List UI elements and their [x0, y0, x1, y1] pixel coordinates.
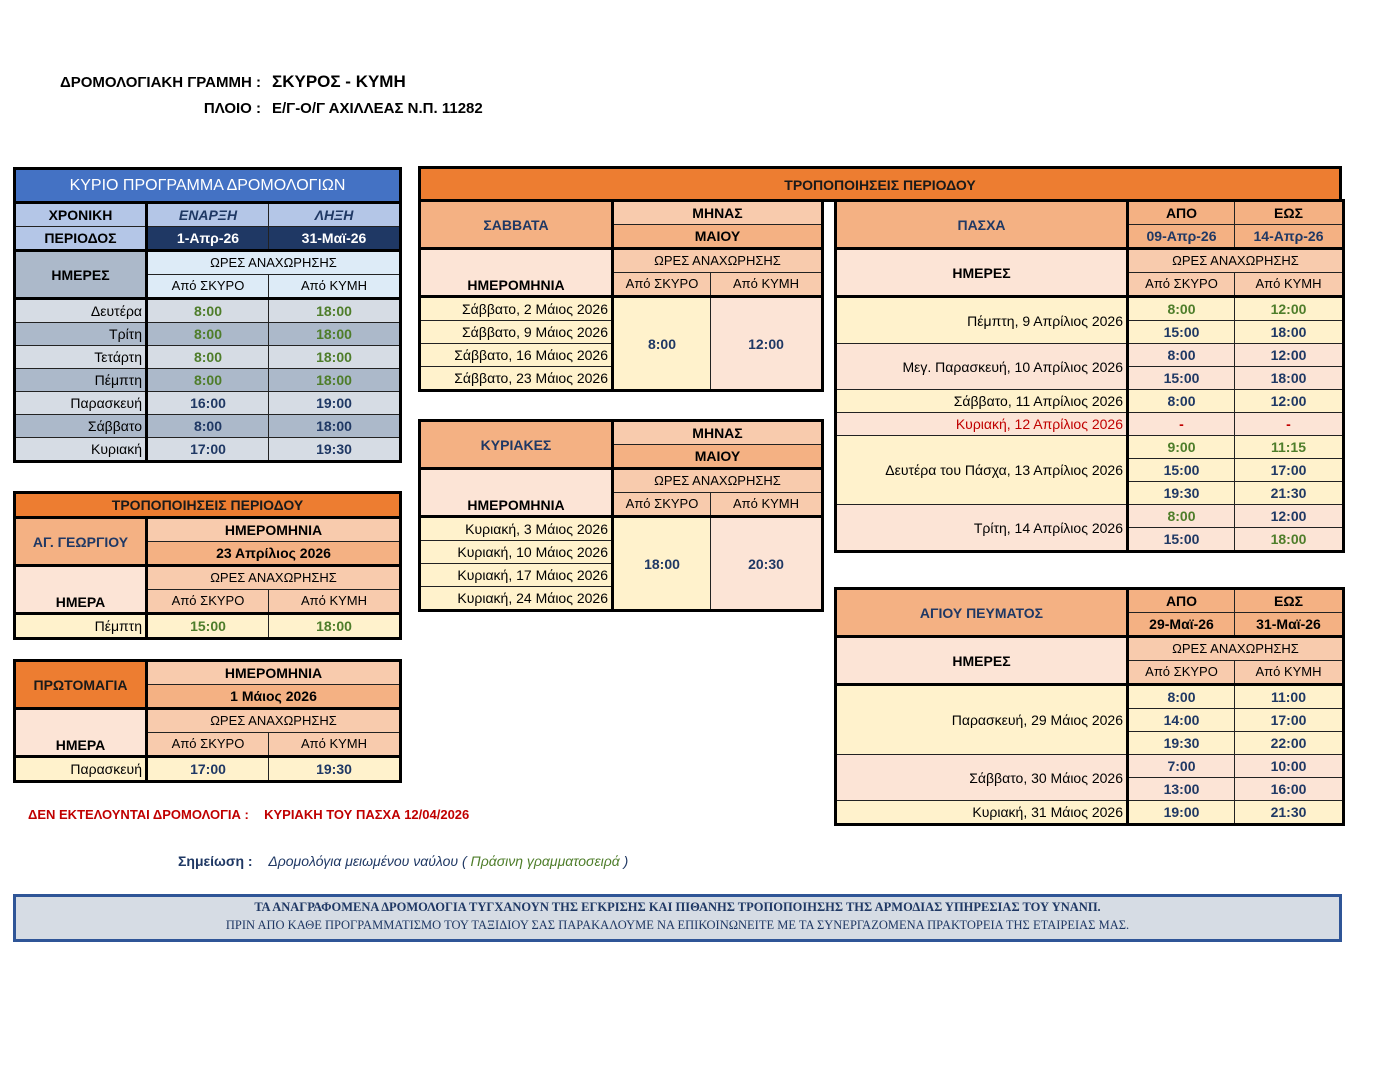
pentecost-day-sat: Σάββατο, 30 Μάιος 2026	[836, 755, 1128, 801]
saturday-date: Σάββατο, 9 Μάιος 2026	[420, 321, 613, 344]
time-cell: 12:00	[1235, 297, 1344, 321]
mayday-day: Παρασκευή	[15, 757, 147, 782]
time-cell: 9:00	[1128, 436, 1235, 459]
time-cell: 16:00	[1235, 778, 1344, 801]
sundays-from-skyros: Από ΣΚΥΡΟ	[613, 493, 711, 517]
time-cell: 7:00	[1128, 755, 1235, 778]
time-cell: 18:00	[269, 323, 401, 346]
easter-day-tue: Τρίτη, 14 Απρίλιος 2026	[836, 505, 1128, 552]
time-cell: 12:00	[1235, 390, 1344, 413]
saturday-date: Σάββατο, 23 Μάιος 2026	[420, 367, 613, 391]
pentecost-to-label: ΕΩΣ	[1235, 589, 1344, 613]
easter-from-date: 09-Απρ-26	[1128, 225, 1235, 249]
notice-box	[13, 894, 1342, 942]
time-cell: -	[1128, 413, 1235, 436]
time-cell: 21:30	[1235, 801, 1344, 825]
time-cell: 8:00	[147, 346, 269, 369]
time-cell: 8:00	[1128, 390, 1235, 413]
day-cell: Δευτέρα	[15, 299, 147, 323]
easter-to-date: 14-Απρ-26	[1235, 225, 1344, 249]
easter-from-skyros: Από ΣΚΥΡΟ	[1128, 273, 1235, 297]
time-cell: 19:30	[1128, 732, 1235, 755]
time-cell: 19:00	[269, 392, 401, 415]
day-cell: Κυριακή	[15, 438, 147, 462]
sunday-date: Κυριακή, 17 Μάιος 2026	[420, 564, 613, 587]
time-cell: 18:00	[269, 369, 401, 392]
mods-title: ΤΡΟΠΟΠΟΙΗΣΕΙΣ ΠΕΡΙΟΔΟΥ	[418, 166, 1342, 202]
pentecost-table	[834, 587, 1345, 826]
pentecost-departures: ΩΡΕΣ ΑΝΑΧΩΡΗΣΗΣ	[1128, 637, 1344, 661]
mayday-day-label: ΗΜΕΡΑ	[15, 709, 147, 757]
sunday-date: Κυριακή, 3 Μάιος 2026	[420, 517, 613, 541]
time-cell: 13:00	[1128, 778, 1235, 801]
main-schedule-table	[13, 167, 402, 463]
george-day: Πέμπτη	[15, 614, 147, 639]
easter-name: ΠΑΣΧΑ	[836, 201, 1128, 249]
mayday-date-label: ΗΜΕΡΟΜΗΝΙΑ	[147, 661, 401, 685]
time-cell: 21:30	[1235, 482, 1344, 505]
time-cell: 22:00	[1235, 732, 1344, 755]
time-cell: 8:00	[1128, 505, 1235, 528]
george-from-skyros: Από ΣΚΥΡΟ	[147, 590, 269, 614]
easter-day-fri: Μεγ. Παρασκευή, 10 Απρίλιος 2026	[836, 344, 1128, 390]
saturdays-skyros-time: 8:00	[613, 297, 711, 391]
time-cell: 8:00	[147, 369, 269, 392]
sundays-from-kymi: Από ΚΥΜΗ	[711, 493, 823, 517]
saturdays-month-label: ΜΗΝΑΣ	[613, 201, 823, 225]
pentecost-day-sun: Κυριακή, 31 Μάιος 2026	[836, 801, 1128, 825]
easter-days-label: ΗΜΕΡΕΣ	[836, 249, 1128, 297]
ship-value: Ε/Γ-Ο/Γ ΑΧΙΛΛΕΑΣ Ν.Π. 11282	[272, 100, 483, 117]
main-title: ΚΥΡΙΟ ΠΡΟΓΡΑΜΜΑ ΔΡΟΜΟΛΟΓΙΩΝ	[15, 169, 401, 203]
saturdays-from-skyros: Από ΣΚΥΡΟ	[613, 273, 711, 297]
sundays-kymi-time: 20:30	[711, 517, 823, 611]
period-label-2: ΠΕΡΙΟΔΟΣ	[15, 227, 147, 251]
note-green-text: Πράσινη γραμματοσειρά	[470, 853, 620, 869]
easter-table	[834, 199, 1345, 553]
pentecost-name: ΑΓΙΟΥ ΠΕΥΜΑΤΟΣ	[836, 589, 1128, 637]
easter-to-label: ΕΩΣ	[1235, 201, 1344, 225]
saturdays-date-label: ΗΜΕΡΟΜΗΝΙΑ	[420, 249, 613, 297]
george-kymi-time: 18:00	[269, 614, 401, 639]
time-cell: 12:00	[1235, 505, 1344, 528]
route-value: ΣΚΥΡΟΣ - ΚΥΜΗ	[272, 72, 406, 91]
saturday-date: Σάββατο, 16 Μάιος 2026	[420, 344, 613, 367]
easter-from-kymi: Από ΚΥΜΗ	[1235, 273, 1344, 297]
time-cell: 18:00	[269, 299, 401, 323]
time-cell: 8:00	[147, 323, 269, 346]
time-cell: 12:00	[1235, 344, 1344, 367]
mayday-name: ΠΡΩΤΟΜΑΓΙΑ	[15, 661, 147, 709]
george-table	[13, 491, 402, 640]
saturdays-name: ΣΑΒΒΑΤΑ	[420, 201, 613, 249]
mayday-from-skyros: Από ΣΚΥΡΟ	[147, 733, 269, 757]
time-cell: 18:00	[1235, 528, 1344, 552]
george-title: ΤΡΟΠΟΠΟΙΗΣΕΙΣ ΠΕΡΙΟΔΟΥ	[15, 493, 401, 518]
time-cell: 15:00	[1128, 367, 1235, 390]
time-cell: 17:00	[1235, 459, 1344, 482]
pentecost-from-label: ΑΠΟ	[1128, 589, 1235, 613]
mayday-date: 1 Μάιος 2026	[147, 685, 401, 709]
pentecost-from-date: 29-Μαϊ-26	[1128, 613, 1235, 637]
time-cell: 15:00	[1128, 459, 1235, 482]
note-label: Σημείωση :	[178, 853, 253, 869]
day-cell: Παρασκευή	[15, 392, 147, 415]
end-date: 31-Μαϊ-26	[269, 227, 401, 251]
time-cell: 8:00	[1128, 297, 1235, 321]
day-cell: Τετάρτη	[15, 346, 147, 369]
time-cell: 18:00	[1235, 321, 1344, 344]
time-cell: 8:00	[1128, 344, 1235, 367]
mayday-from-kymi: Από ΚΥΜΗ	[269, 733, 401, 757]
easter-day-mon: Δευτέρα του Πάσχα, 13 Απρίλιος 2026	[836, 436, 1128, 505]
mayday-skyros-time: 17:00	[147, 757, 269, 782]
easter-from-label: ΑΠΟ	[1128, 201, 1235, 225]
george-from-kymi: Από ΚΥΜΗ	[269, 590, 401, 614]
sundays-departures: ΩΡΕΣ ΑΝΑΧΩΡΗΣΗΣ	[613, 469, 823, 493]
from-skyros-header: Από ΣΚΥΡΟ	[147, 275, 269, 299]
time-cell: 10:00	[1235, 755, 1344, 778]
time-cell: -	[1235, 413, 1344, 436]
ship-label: ΠΛΟΙΟ :	[203, 100, 261, 117]
time-cell: 11:00	[1235, 685, 1344, 709]
day-cell: Σάββατο	[15, 415, 147, 438]
george-departures: ΩΡΕΣ ΑΝΑΧΩΡΗΣΗΣ	[147, 566, 401, 590]
no-service-line	[28, 807, 469, 822]
sunday-date: Κυριακή, 24 Μάιος 2026	[420, 587, 613, 611]
george-day-label: ΗΜΕΡΑ	[15, 566, 147, 614]
mayday-table	[13, 659, 402, 783]
end-label: ΛΗΞΗ	[269, 203, 401, 227]
time-cell: 18:00	[269, 346, 401, 369]
time-cell: 15:00	[1128, 528, 1235, 552]
start-date: 1-Απρ-26	[147, 227, 269, 251]
time-cell: 8:00	[147, 299, 269, 323]
note-close: )	[623, 853, 629, 869]
start-label: ΕΝΑΡΞΗ	[147, 203, 269, 227]
time-cell: 18:00	[269, 415, 401, 438]
easter-day-sun: Κυριακή, 12 Απρίλιος 2026	[836, 413, 1128, 436]
days-header: ΗΜΕΡΕΣ	[15, 251, 147, 299]
mayday-kymi-time: 19:30	[269, 757, 401, 782]
day-cell: Πέμπτη	[15, 369, 147, 392]
period-label: ΧΡΟΝΙΚΗ	[15, 203, 147, 227]
easter-day-thu: Πέμπτη, 9 Απρίλιος 2026	[836, 297, 1128, 344]
sundays-name: ΚΥΡΙΑΚΕΣ	[420, 421, 613, 469]
route-label: ΔΡΟΜΟΛΟΓΙΑΚΗ ΓΡΑΜΜΗ :	[59, 74, 261, 91]
george-skyros-time: 15:00	[147, 614, 269, 639]
easter-departures: ΩΡΕΣ ΑΝΑΧΩΡΗΣΗΣ	[1128, 249, 1344, 273]
sundays-skyros-time: 18:00	[613, 517, 711, 611]
time-cell: 8:00	[1128, 685, 1235, 709]
time-cell: 15:00	[1128, 321, 1235, 344]
no-service-label: ΔΕΝ ΕΚΤΕΛΟΥΝΤΑΙ ΔΡΟΜΟΛΟΓΙΑ :	[28, 807, 249, 822]
saturdays-departures: ΩΡΕΣ ΑΝΑΧΩΡΗΣΗΣ	[613, 249, 823, 273]
saturday-date: Σάββατο, 2 Μάιος 2026	[420, 297, 613, 321]
saturdays-table	[418, 199, 824, 392]
departures-header: ΩΡΕΣ ΑΝΑΧΩΡΗΣΗΣ	[147, 251, 401, 275]
note-text: Δρομολόγια μειωμένου ναύλου (	[268, 853, 467, 869]
time-cell: 18:00	[1235, 367, 1344, 390]
pentecost-days-label: ΗΜΕΡΕΣ	[836, 637, 1128, 685]
time-cell: 8:00	[147, 415, 269, 438]
sundays-date-label: ΗΜΕΡΟΜΗΝΙΑ	[420, 469, 613, 517]
pentecost-to-date: 31-Μαϊ-26	[1235, 613, 1344, 637]
george-date-label: ΗΜΕΡΟΜΗΝΙΑ	[147, 518, 401, 542]
time-cell: 16:00	[147, 392, 269, 415]
mayday-departures: ΩΡΕΣ ΑΝΑΧΩΡΗΣΗΣ	[147, 709, 401, 733]
time-cell: 19:30	[269, 438, 401, 462]
george-name: ΑΓ. ΓΕΩΡΓΙΟΥ	[15, 518, 147, 566]
notice-line-1: ΤΑ ΑΝΑΓΡΑΦΟΜΕΝΑ ΔΡΟΜΟΛΟΓΙΑ ΤΥΓΧΑΝΟΥΝ ΤΗΣ ΕΓΚΡΙΣΗΣ ΚΑΙ ΠΙΘΑΝΗΣ ΤΡΟΠΟΠΟΙΗΣΗΣ ΤΗΣ ΑΡΜΟΔΙΑΣ ΥΠΗΡΕΣΙΑΣ ΤΟΥ ΥΝΑΝΠ.	[254, 900, 1101, 914]
note-line	[178, 853, 628, 869]
time-cell: 19:00	[1128, 801, 1235, 825]
from-kymi-header: Από ΚΥΜΗ	[269, 275, 401, 299]
day-cell: Τρίτη	[15, 323, 147, 346]
saturdays-month: ΜΑΙΟΥ	[613, 225, 823, 249]
pentecost-from-skyros: Από ΣΚΥΡΟ	[1128, 661, 1235, 685]
time-cell: 17:00	[1235, 709, 1344, 732]
time-cell: 19:30	[1128, 482, 1235, 505]
saturdays-from-kymi: Από ΚΥΜΗ	[711, 273, 823, 297]
easter-day-sat: Σάββατο, 11 Απρίλιος 2026	[836, 390, 1128, 413]
no-service-value: ΚΥΡΙΑΚΗ ΤΟΥ ΠΑΣΧΑ 12/04/2026	[264, 807, 470, 822]
sundays-month: ΜΑΙΟΥ	[613, 445, 823, 469]
pentecost-day-fri: Παρασκευή, 29 Μάιος 2026	[836, 685, 1128, 755]
notice-line-2: ΠΡΙΝ ΑΠΟ ΚΑΘΕ ΠΡΟΓΡΑΜΜΑΤΙΣΜΟ ΤΟΥ ΤΑΞΙΔΙΟΥ ΣΑΣ ΠΑΡΑΚΑΛΟΥΜΕ ΝΑ ΕΠΙΚΟΙΝΩΝΕΙΤΕ ΜΕ ΤΑ ΣΥΝΕΡΓΑΖΟΜΕΝΑ ΠΡΑΚΤΟΡΕΙΑ ΤΗΣ ΕΤΑΙΡΕΙΑΣ ΜΑΣ.	[225, 918, 1130, 932]
pentecost-from-kymi: Από ΚΥΜΗ	[1235, 661, 1344, 685]
sundays-month-label: ΜΗΝΑΣ	[613, 421, 823, 445]
time-cell: 11:15	[1235, 436, 1344, 459]
sunday-date: Κυριακή, 10 Μάιος 2026	[420, 541, 613, 564]
time-cell: 14:00	[1128, 709, 1235, 732]
sundays-table	[418, 419, 824, 612]
george-date: 23 Απρίλιος 2026	[147, 542, 401, 566]
time-cell: 17:00	[147, 438, 269, 462]
saturdays-kymi-time: 12:00	[711, 297, 823, 391]
